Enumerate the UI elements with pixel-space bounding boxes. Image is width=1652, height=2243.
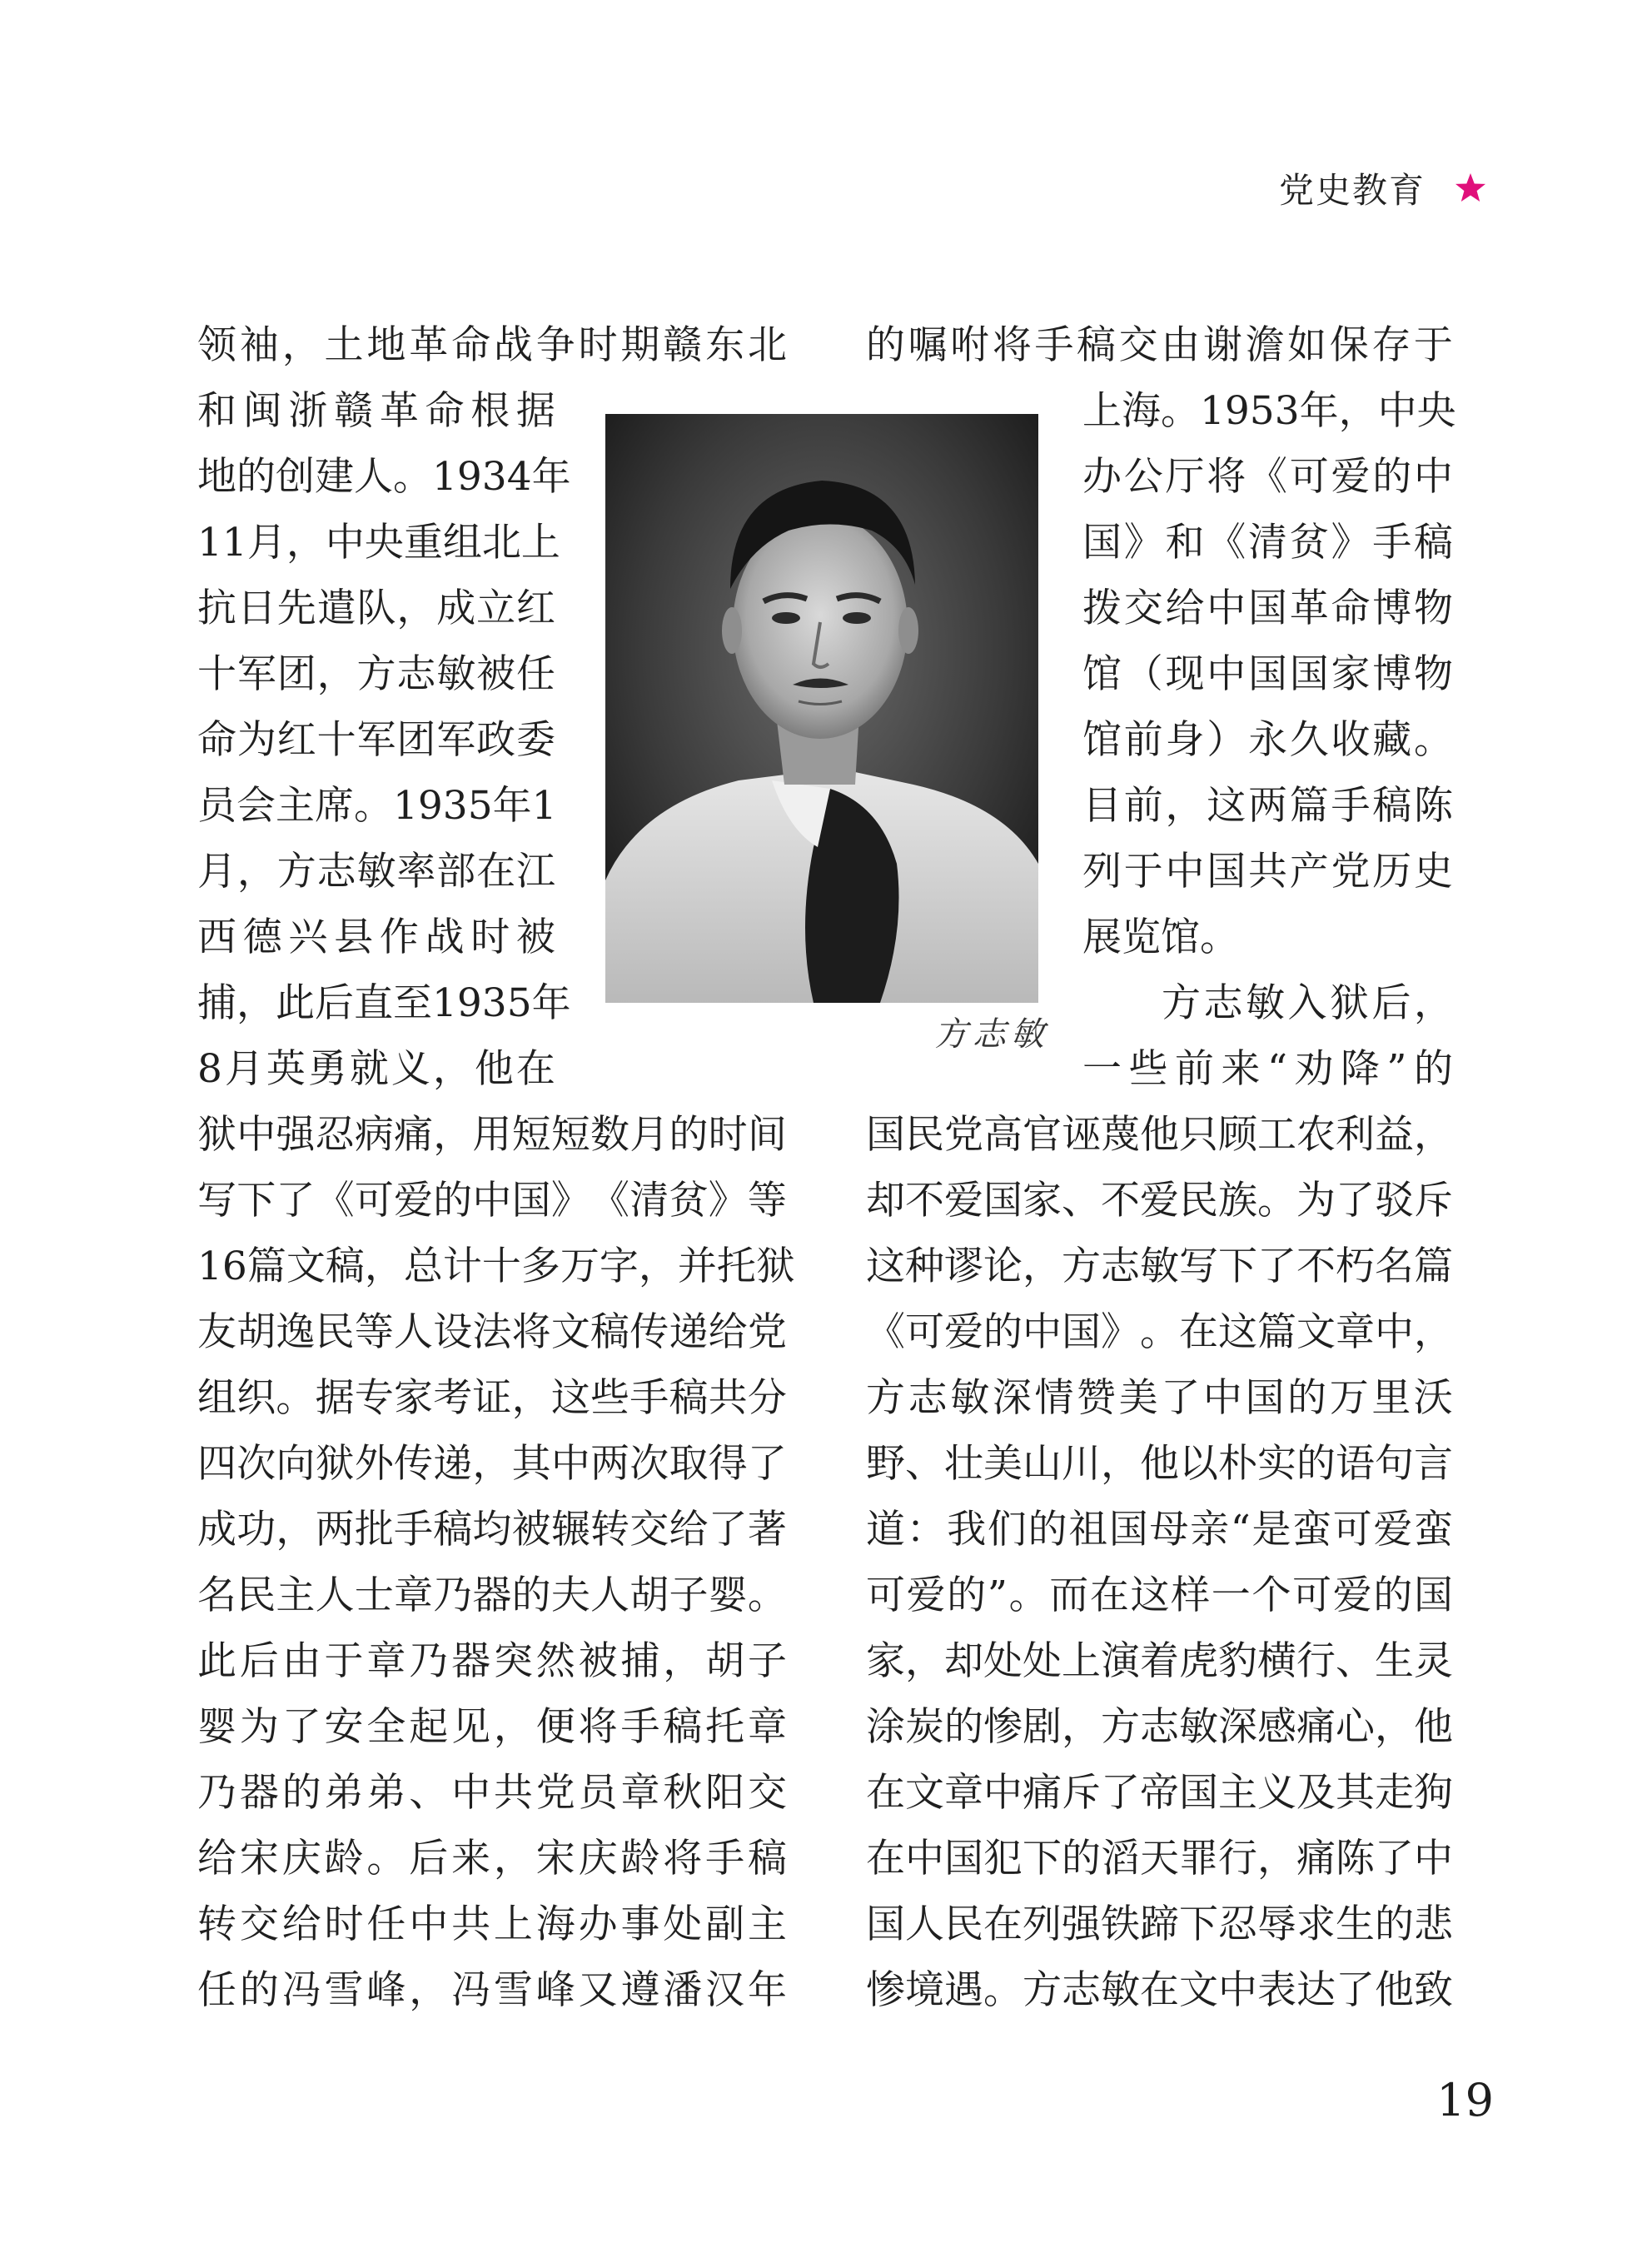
text-line: 国 》 和 《 清 贫 》 手 稿 <box>1082 520 1453 566</box>
text-line: 目 前 ， 这 两 篇 手 稿 陈 <box>1082 783 1453 829</box>
text-line: 此 后 由 于 章 乃 器 突 然 被 捕 ， 胡 子 <box>197 1638 787 1684</box>
text-line: 道 ： 我 们 的 祖 国 母 亲 “ 是 蛮 可 爱 蛮 <box>866 1507 1453 1553</box>
text-line: 名 民 主 人 士 章 乃 器 的 夫 人 胡 子 婴 。 <box>197 1573 787 1618</box>
text-line: 国 人 民 在 列 强 铁 蹄 下 忍 辱 求 生 的 悲 <box>866 1902 1453 1947</box>
text-line: 国 民 党 高 官 诬 蔑 他 只 顾 工 农 利 益 ， <box>866 1112 1453 1158</box>
text-line: 和 闽 浙 赣 革 命 根 据 <box>197 388 555 434</box>
text-line: 涂 炭 的 惨 剧 ， 方 志 敏 深 感 痛 心 ， 他 <box>866 1704 1453 1750</box>
photo-caption: 方志敏 <box>934 1015 1049 1054</box>
text-line: 组 织 。 据 专 家 考 证 ， 这 些 手 稿 共 分 <box>197 1375 787 1421</box>
text-line: 任 的 冯 雪 峰 ， 冯 雪 峰 又 遵 潘 汉 年 <box>197 1967 787 2013</box>
running-header <box>1279 163 1487 213</box>
text-line: 11 月 ， 中 央 重 组 北 上 <box>197 520 560 566</box>
text-line: 乃 器 的 弟 弟 、 中 共 党 员 章 秋 阳 交 <box>197 1770 787 1816</box>
text-line: 四 次 向 狱 外 传 递 ， 其 中 两 次 取 得 了 <box>197 1441 787 1487</box>
text-line: 转 交 给 时 任 中 共 上 海 办 事 处 副 主 <box>197 1902 787 1947</box>
text-line: 野 、 壮 美 山 川 ， 他 以 朴 实 的 语 句 言 <box>866 1441 1453 1487</box>
text-line: 办 公 厅 将 《 可 爱 的 中 <box>1082 454 1453 500</box>
section-title: 党史教育 <box>1278 170 1426 211</box>
page-number: 19 <box>1436 2074 1494 2126</box>
text-line: 却 不 爱 国 家 、 不 爱 民 族 。 为 了 驳 斥 <box>866 1178 1453 1224</box>
text-line: 一 些 前 来 “ 劝 降 ” 的 <box>1082 1046 1453 1092</box>
text-line: 在 文 章 中 痛 斥 了 帝 国 主 义 及 其 走 狗 <box>866 1770 1453 1816</box>
text-line: 上 海 。 1953 年 ， 中 央 <box>1082 388 1456 434</box>
text-line: 写 下 了 《 可 爱 的 中 国 》 《 清 贫 》 等 <box>197 1178 787 1224</box>
text-line: 狱 中 强 忍 病 痛 ， 用 短 短 数 月 的 时 间 <box>197 1112 787 1158</box>
text-line: 给 宋 庆 龄 。 后 来 ， 宋 庆 龄 将 手 稿 <box>197 1836 787 1882</box>
text-line: 馆 前 身 ） 永 久 收 藏 。 <box>1082 717 1453 763</box>
text-line: 婴 为 了 安 全 起 见 ， 便 将 手 稿 托 章 <box>197 1704 787 1750</box>
text-line: 捕 ， 此 后 直 至 1935 年 <box>197 980 571 1026</box>
text-line: 16 篇 文 稿 ， 总 计 十 多 万 字 ， 并 托 狱 <box>197 1244 795 1289</box>
text-line: 方 志 敏 入 狱 后 ， <box>1162 980 1453 1026</box>
portrait-photo <box>605 414 1038 1003</box>
text-line: 抗 日 先 遣 队 ， 成 立 红 <box>197 586 555 631</box>
text-line: 家 ， 却 处 处 上 演 着 虎 豹 横 行 、 生 灵 <box>866 1638 1453 1684</box>
text-line: 方 志 敏 深 情 赞 美 了 中 国 的 万 里 沃 <box>866 1375 1453 1421</box>
text-line: 员 会 主 席 。 1935 年 1 <box>197 783 557 829</box>
text-line: 拨 交 给 中 国 革 命 博 物 <box>1082 586 1453 631</box>
text-line: 领 袖 ， 土 地 革 命 战 争 时 期 赣 东 北 <box>197 322 787 368</box>
text-line: 馆 （ 现 中 国 国 家 博 物 <box>1082 651 1453 697</box>
text-line: 这 种 谬 论 ， 方 志 敏 写 下 了 不 朽 名 篇 <box>866 1244 1453 1289</box>
text-line: 地 的 创 建 人 。 1934 年 <box>197 454 571 500</box>
text-line: 月 ， 方 志 敏 率 部 在 江 <box>197 849 555 895</box>
text-line: 展览馆。 <box>1082 915 1239 960</box>
text-line: 在 中 国 犯 下 的 滔 天 罪 行 ， 痛 陈 了 中 <box>866 1836 1453 1882</box>
text-line: 十 军 团 ， 方 志 敏 被 任 <box>197 651 555 697</box>
text-line: 可 爱 的 ” 。 而 在 这 样 一 个 可 爱 的 国 <box>866 1573 1453 1618</box>
text-line: 《 可 爱 的 中 国 》 。 在 这 篇 文 章 中 ， <box>866 1309 1453 1355</box>
text-line: 成 功 ， 两 批 手 稿 均 被 辗 转 交 给 了 著 <box>197 1507 787 1553</box>
text-line: 命 为 红 十 军 团 军 政 委 <box>197 717 555 763</box>
text-line: 友 胡 逸 民 等 人 设 法 将 文 稿 传 递 给 党 <box>197 1309 787 1355</box>
text-line: 的 嘱 咐 将 手 稿 交 由 谢 澹 如 保 存 于 <box>866 322 1453 368</box>
text-line: 西 德 兴 县 作 战 时 被 <box>197 915 555 960</box>
star-icon <box>1454 172 1487 205</box>
text-line: 列 于 中 国 共 产 党 历 史 <box>1082 849 1453 895</box>
text-line: 惨 境 遇 。 方 志 敏 在 文 中 表 达 了 他 致 <box>866 1967 1453 2013</box>
text-line: 8 月 英 勇 就 义 ， 他 在 <box>197 1046 555 1092</box>
